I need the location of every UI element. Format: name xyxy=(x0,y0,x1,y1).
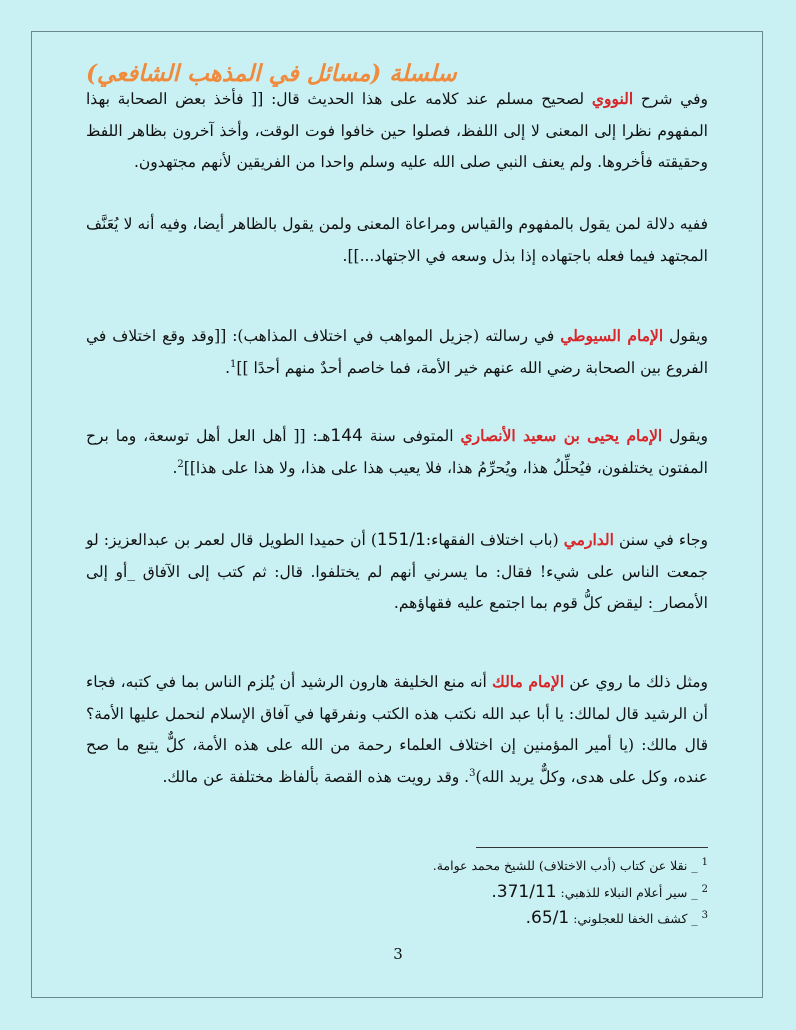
paragraph-implication: ففيه دلالة لمن يقول بالمفهوم والقياس ومراعاة المعنى ولمن يقول بالظاهر أيضا، وفيه أنه لا يُعَنَّف المجتهد فيما فعله باجتهاده إذا بذل وسعه في الاجتهاد...]]. xyxy=(86,215,708,265)
footnote-value: 371/11. xyxy=(491,882,557,902)
citation-number: 151/1 xyxy=(376,530,426,550)
paragraph-malik: ومثل ذلك ما روي عن الإمام مالك أنه منع الخليفة هارون الرشيد أن يُلزم الناس بما في كتبه، فجاء أن الرشيد قال لمالك: يا أبا عبد الله نكتب هذه الكتب ونفرقها في آفاق الإسلام لنحمل عليها الأمة؟ قال مالك: (يا أمير المؤمنين إن اختلاف العلماء رحمة من الله على هذه الأمة، كلٌّ يتبع ما صح عنده، وكل على هدى، وكلٌّ يريد الله)$^3$. وقد رويت هذه القصة بألفاظ مختلفة عن مالك. xyxy=(86,672,709,786)
scholar-name: الإمام السيوطي xyxy=(560,326,664,345)
paragraph-yahya: ويقول الإمام يحيى بن سعيد الأنصاري المتوفى سنة 144هـ: [[ أهل العل أهل توسعة، وما برح المفتون يختلفون، فيُحلِّلُ هذا، ويُحرِّمُ هذا، فلا يعيب هذا على هذا، ولا هذا على هذا]]$^2$. xyxy=(86,426,709,477)
page-number: 3 xyxy=(393,945,403,963)
scholar-name: النووي xyxy=(591,89,634,108)
footnote-number: 1 xyxy=(701,856,708,868)
footnote-number: 2 xyxy=(701,883,708,895)
footnote-ref[interactable]: 1 xyxy=(230,358,237,370)
footnote-2: $^2$ _ سير أعلام النبلاء للذهبي: 371/11. xyxy=(491,882,708,902)
paragraph-darimi: وجاء في سنن الدارمي (باب اختلاف الفقهاء:151/1) أن حميدا الطويل قال لعمر بن عبدالعزيز: لو جمعت الناس على شيء! فقال: ما يسرني أنهم لم يختلفوا. قال: ثم كتب إلى الآفاق _أو إلى الأمصار_: ليقض كلُّ قوم بما اجتمع عليه فقهاؤهم. xyxy=(86,530,708,612)
scholar-name: الدارمي xyxy=(563,530,614,549)
paragraph-nawawi: وفي شرح النووي لصحيح مسلم عند كلامه على هذا الحديث قال: [[ فأخذ بعض الصحابة بهذا المفهوم نظرا إلى المعنى لا إلى اللفظ، فصلوا حين خافوا فوت الوقت، وأخذ آخرون بظاهر اللفظ وحقيقته فأخروها. ولم يعنف النبي صلى الله عليه وسلم واحدا من الفريقين لأنهم مجتهدون. xyxy=(86,89,708,171)
footnote-3: $^3$ _ كشف الخفا للعجلوني: 65/1. xyxy=(525,908,708,928)
footnote-ref[interactable]: 3 xyxy=(469,767,476,779)
footnote-separator xyxy=(476,847,708,848)
death-year: 144 xyxy=(330,426,363,446)
footnote-number: 3 xyxy=(701,909,708,921)
scholar-name: الإمام مالك xyxy=(492,672,565,691)
footnote-ref[interactable]: 2 xyxy=(177,458,184,470)
footnote-value: 65/1. xyxy=(525,908,570,928)
series-title: سلسلة (مسائل في المذهب الشافعي) xyxy=(86,60,457,87)
scholar-name: الإمام يحيى بن سعيد الأنصاري xyxy=(460,426,663,445)
paragraph-suyuti: ويقول الإمام السيوطي في رسالته (جزيل المواهب في اختلاف المذاهب): [[وقد وقع اختلاف في الفروع بين الصحابة رضي الله عنهم خير الأمة، فما خاصم أحدٌ منهم أحدًا ]]$^1$. xyxy=(86,326,708,377)
document-page xyxy=(86,58,708,978)
footnote-1: $^1$ _ نقلا عن كتاب (أدب الاختلاف) للشيخ محمد عوامة. xyxy=(432,856,708,873)
